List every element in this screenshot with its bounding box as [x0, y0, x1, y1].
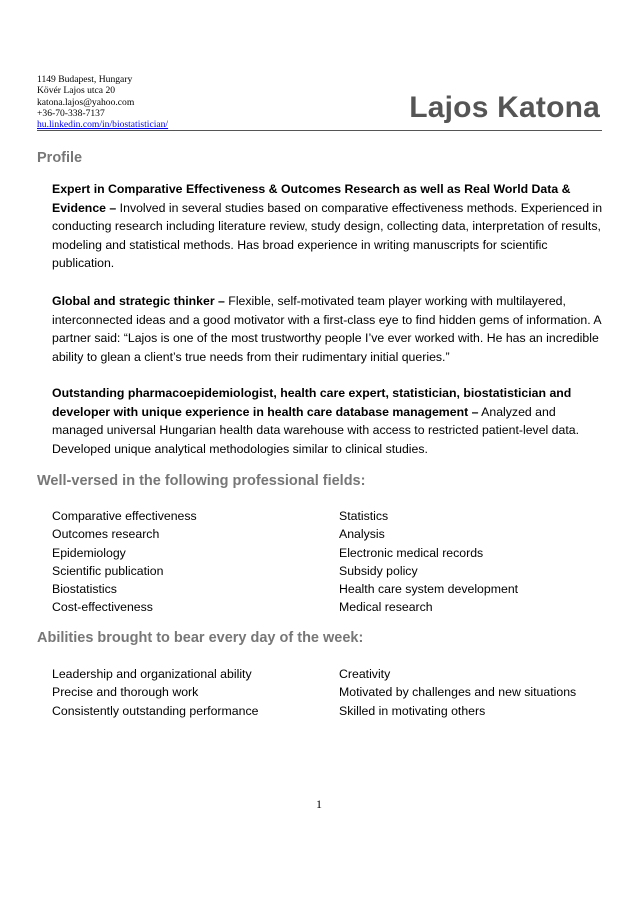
abilities-list [52, 665, 602, 720]
paragraph-lead: Expert in Comparative Effectiveness & Outcomes Research as well as Real World Data & Evidence – [52, 182, 571, 215]
field-right: Subsidy policy [339, 563, 418, 578]
address-line-2: Kövér Lajos utca 20 [37, 85, 116, 97]
page-number: 1 [316, 797, 322, 811]
ability-left: Consistently outstanding performance [52, 703, 259, 718]
linkedin-link[interactable]: hu.linkedin.com/in/biostatistician/ [37, 119, 169, 131]
candidate-name: Lajos Katona [409, 91, 600, 124]
field-right: Electronic medical records [339, 545, 484, 560]
paragraph-text: Analyzed and managed universal Hungarian health data warehouse with access to restricted patient-level data. Developed unique analytical methodologies similar to clinical studies. [52, 404, 580, 456]
profile-heading: Profile [37, 150, 83, 166]
list-item [52, 702, 602, 720]
list-item [52, 598, 602, 616]
list-item [52, 580, 602, 598]
field-left: Biostatistics [52, 582, 117, 597]
list-item [52, 562, 602, 580]
ability-right: Motivated by challenges and new situations [339, 685, 577, 700]
list-item [52, 665, 602, 683]
ability-right: Creativity [339, 667, 391, 681]
paragraph-lead: Outstanding pharmacoepidemiologist, health care expert, statistician, biostatistician and developer with unique experience in health care database management – [52, 386, 572, 419]
header-divider [37, 130, 602, 131]
paragraph-text: Involved in several studies based on comparative effectiveness methods. Experienced in conducting research including literature review, study design, collecting data, interpretation of results, modeling and statistical methods. Has broad experience in writing manuscripts for scientific publication. [52, 200, 603, 271]
list-item [52, 507, 602, 525]
ability-left: Leadership and organizational ability [52, 667, 252, 681]
list-item [52, 525, 602, 543]
list-item [52, 544, 602, 562]
ability-right: Skilled in motivating others [339, 703, 486, 718]
field-right: Medical research [339, 600, 433, 615]
address-line-1: 1149 Budapest, Hungary [37, 74, 133, 85]
list-item [52, 683, 602, 701]
profile-paragraph [52, 180, 604, 273]
field-left: Comparative effectiveness [52, 509, 197, 523]
contact-block [37, 74, 168, 130]
profile-paragraph [52, 292, 604, 366]
fields-list [52, 507, 602, 617]
field-left: Outcomes research [52, 527, 160, 542]
field-right: Health care system development [339, 582, 519, 597]
paragraph-lead: Global and strategic thinker – [52, 294, 225, 308]
profile-paragraph [52, 384, 604, 458]
field-right: Analysis [339, 527, 385, 542]
field-left: Epidemiology [52, 545, 126, 560]
fields-heading: Well-versed in the following professional fields: [37, 473, 366, 489]
field-left: Cost-effectiveness [52, 600, 153, 615]
paragraph-text: Flexible, self-motivated team player working with multilayered, interconnected ideas and a good motivator with a first-class eye to find hidden gems of information. A partner said: “Lajos is one of the most trustworthy people I’ve ever worked with. He has an incredible ability to glean a client’s true needs from their rudimentary initial queries.” [52, 294, 601, 364]
field-left: Scientific publication [52, 563, 164, 578]
email: katona.lajos@yahoo.com [37, 96, 135, 108]
abilities-heading: Abilities brought to bear every day of the week: [37, 630, 364, 646]
ability-left: Precise and thorough work [52, 685, 199, 700]
phone: +36-70-338-7137 [37, 107, 105, 119]
field-right: Statistics [339, 509, 389, 523]
